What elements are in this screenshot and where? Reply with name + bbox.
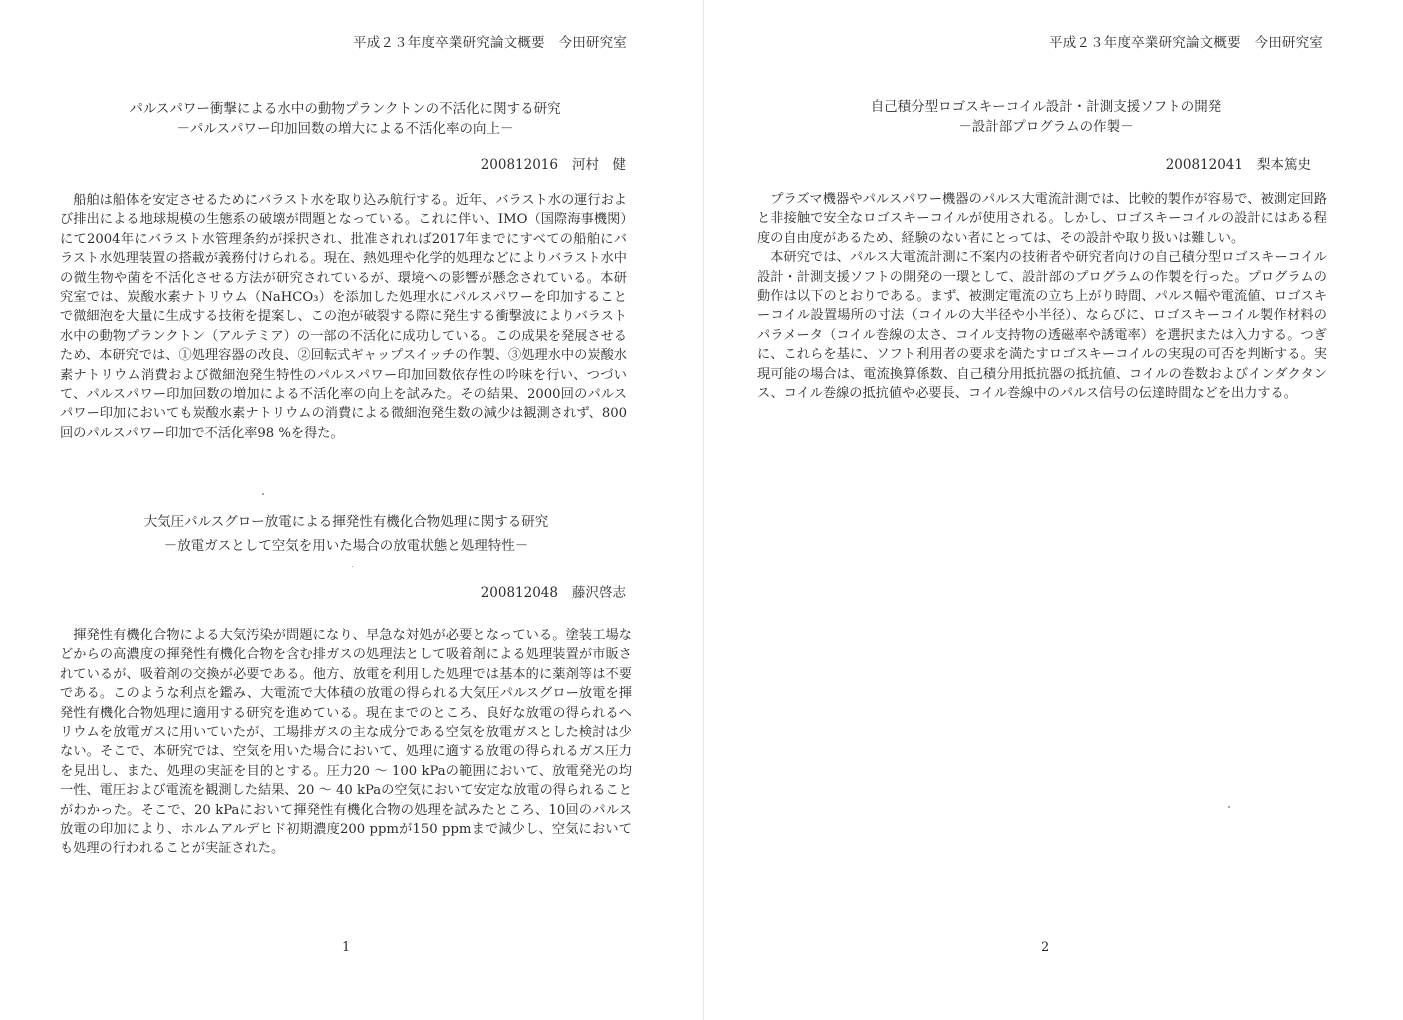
author-line: [481, 153, 626, 173]
author-name: 河村 健: [572, 157, 626, 173]
page-1: [0, 0, 700, 1020]
abstract-title-block: [0, 512, 696, 556]
page-header: 平成２３年度卒業研究論文概要 今田研究室: [1049, 35, 1323, 51]
abstract-subtitle: －パルスパワー印加回数の増大による不活化率の向上－: [176, 121, 514, 137]
abstract-body: [757, 190, 1327, 403]
author-line: [1166, 153, 1311, 173]
abstract-subtitle: －放電ガスとして空気を用いた場合の放電状態と処理特性－: [163, 538, 529, 554]
scan-speck: [352, 566, 353, 567]
abstract-body: 揮発性有機化合物による大気汚染が問題になり、早急な対処が必要となっている。塗装工場などからの高濃度の揮発性有機化合物を含む排ガスの処理法として吸着剤による処理装置が市販されているが、吸着剤の交換が必要である。他方、放電を利用した処理では基本的に薬剤等は不要である。このような利点を鑑み、大電流で大体積の放電の得られる大気圧パルスグロー放電を揮発性有機化合物処理に適用する研究を進めている。現在までのところ、良好な放電の得られるヘリウムを放電ガスに用いていたが、工場排ガスの主な成分である空気を放電ガスとした検討は少ない。そこで、本研究では、空気を用いた場合において、処理に適する放電の得られるガス圧力を見出し、また、処理の実証を目的とする。圧力20 ～ 100 kPaの範囲において、放電発光の均一性、電圧および電流を観測した結果、20 ～ 40 kPaの空気において安定な放電の得られることがわかった。そこで、20 kPaにおいて揮発性有機化合物の処理を試みたところ、10回のパルス放電の印加により、ホルムアルデヒド初期濃度200 ppmが150 ppmまで減少し、空気においても処理の行われることが実証された。: [60, 628, 632, 857]
abstract-body: 船舶は船体を安定させるためにバラスト水を取り込み航行する。近年、バラスト水の運行および排出による地球規模の生態系の破壊が問題となっている。これに伴い、IMO（国際海事機関）にて2004年にバラスト水管理条約が採択され、批准されれば2017年までにすべての船舶にバラスト水処理装置の搭載が義務付けられる。現在、熱処理や化学的処理などによりバラスト水中の微生物や菌を不活化させる方法が研究されているが、環境への影響が懸念されている。本研究室では、炭酸水素ナトリウム（NaHCO₃）を添加した処理水にパルスパワーを印加することで微細泡を大量に生成する技術を提案し、この泡が破裂する際に発生する衝撃波によりバラスト水中の動物プランクトン（アルテミア）の一部の不活化に成功している。この成果を発展させるため、本研究では、①処理容器の改良、②回転式ギャップスイッチの作製、③処理水中の炭酸水素ナトリウム消費および微細泡発生特性のパルスパワー印加回数依存性の吟味を行い、つづいて、パルスパワー印加回数の増加による不活化率の向上を試みた。その結果、2000回のパルスパワー印加においても炭酸水素ナトリウムの消費による微細泡発生数の減少は観測されず、800回のパルスパワー印加で不活化率98 %を得た。: [60, 193, 627, 441]
author-line: [481, 581, 626, 601]
student-id: 200812041: [1165, 157, 1243, 173]
abstract-title-block: [0, 99, 695, 139]
abstract-title-block: [696, 97, 1396, 137]
page-number: 2: [1041, 940, 1050, 955]
scan-speck: [1228, 806, 1230, 808]
abstract-title: 大気圧パルスグロー放電による揮発性有機化合物処理に関する研究: [143, 514, 549, 530]
student-id: 200812016: [480, 157, 558, 173]
page-2: [703, 0, 1403, 1020]
scan-speck: [262, 493, 264, 495]
body-paragraph: 本研究では、パルス大電流計測に不案内の技術者や研究者向けの自己積分型ロゴスキーコイル設計・計測支援ソフトの開発の一環として、設計部のプログラムの作製を行った。プログラムの動作は以下のとおりである。まず、被測定電流の立ち上がり時間、パルス幅や電流値、ロゴスキーコイル設置場所の寸法（コイルの大半径や小半径）、ならびに、ロゴスキーコイル製作材料のパラメータ（コイル巻線の太さ、コイル支持物の透磁率や誘電率）を選択または入力する。つぎに、これらを基に、ソフト利用者の要求を満たすロゴスキーコイルの実現の可否を判断する。実現可能の場合は、電流換算係数、自己積分用抵抗器の抵抗値、コイルの巻数およびインダクタンス、コイル巻線の抵抗値や必要長、コイル巻線中のパルス信号の伝達時間などを出力する。: [757, 250, 1327, 402]
author-name: 梨本篤史: [1257, 157, 1311, 173]
abstract-subtitle: －設計部プログラムの作製－: [958, 119, 1134, 135]
author-name: 藤沢啓志: [572, 585, 626, 601]
page-header: 平成２３年度卒業研究論文概要 今田研究室: [353, 35, 627, 51]
body-paragraph: プラズマ機器やパルスパワー機器のパルス大電流計測では、比較的製作が容易で、被測定回路と非接触で安全なロゴスキーコイルが使用される。しかし、ロゴスキーコイルの設計にはある程度の自由度があるため、経験のない者にとっては、その設計や取り扱いは難しい。: [757, 192, 1327, 246]
student-id: 200812048: [480, 585, 558, 601]
page-edge: [703, 0, 704, 1020]
page-number: 1: [342, 940, 351, 955]
abstract-title: 自己積分型ロゴスキーコイル設計・計測支援ソフトの開発: [870, 99, 1222, 115]
abstract-title: パルスパワー衝撃による水中の動物プランクトンの不活化に関する研究: [129, 101, 561, 117]
